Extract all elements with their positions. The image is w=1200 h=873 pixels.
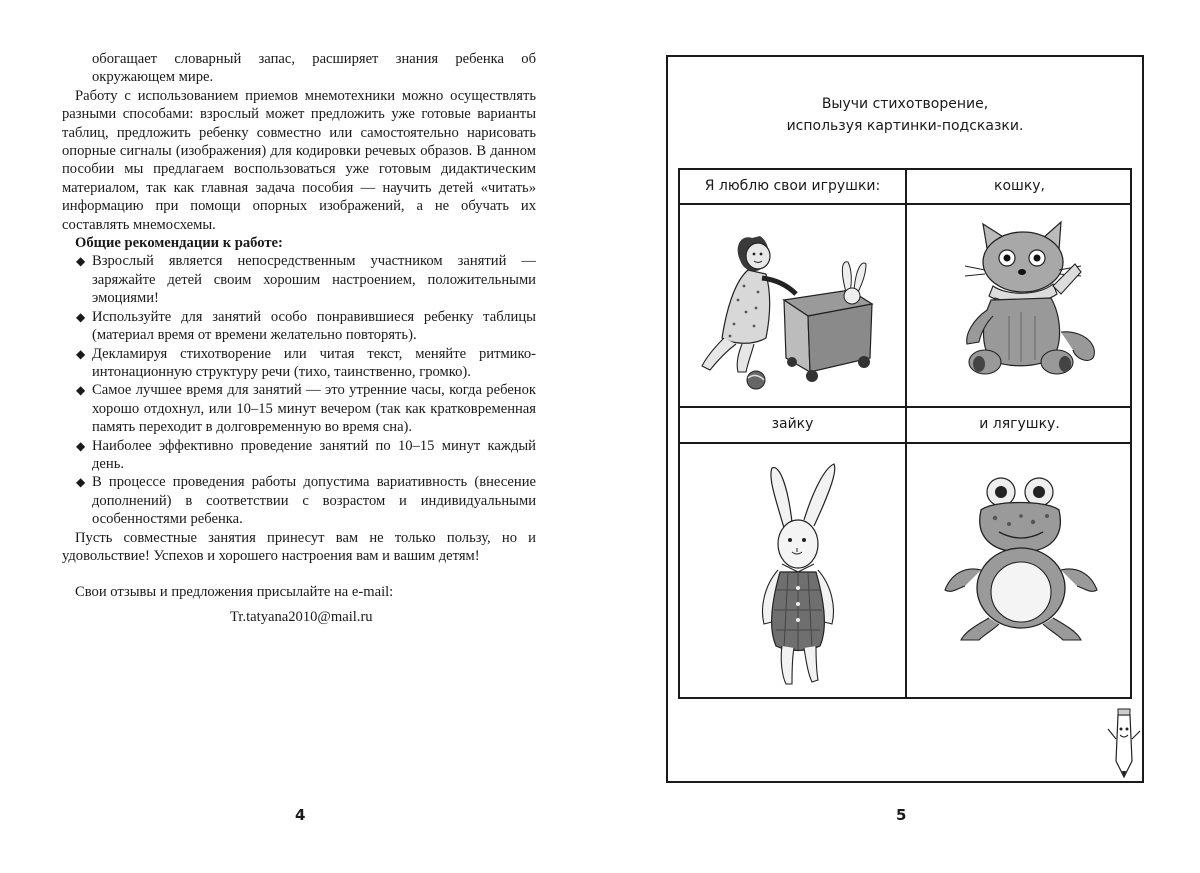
cell-label-frog: и лягушку.: [979, 416, 1060, 432]
instruction-text: [668, 93, 1142, 137]
closing-paragraph: Пусть совместные занятия принесут вам не только пользу, но и удовольствие! Успехов и хорошего настроения вам и вашим детям!: [62, 529, 536, 564]
list-item: ◆ Декламируя стихотворение или читая текст, меняйте ритмико-интонационную структуру речи (тихо, таинственно, громко).: [76, 345, 536, 380]
page-number: 4: [295, 806, 306, 824]
list-item: ◆ Взрослый является непосредственным участником занятий — заряжайте детей своим хорошим настроением, положительными эмоциями!: [76, 253, 536, 307]
diamond-bullet-icon: ◆: [76, 346, 86, 361]
exercise-frame: [666, 55, 1144, 783]
email-address: Tr.tatyana2010@mail.ru: [230, 608, 373, 625]
diamond-bullet-icon: ◆: [76, 309, 86, 324]
diamond-bullet-icon: ◆: [76, 383, 86, 398]
feedback-line: Свои отзывы и предложения присылайте на e-mail:: [75, 584, 394, 601]
instruction-line-1: Выучи стихотворение,: [821, 96, 989, 112]
list-item: ◆ Используйте для занятий особо понравившиеся ребенку таблицы (материал время от времени желательно повторять).: [76, 308, 536, 344]
main-text: [62, 50, 536, 626]
cell-label-bunny: зайку: [771, 416, 814, 432]
diamond-bullet-icon: ◆: [76, 254, 86, 269]
paragraph-continuation: обогащает словарный запас, расширяет знания ребенка об окружающем мире.: [92, 51, 536, 86]
recommendations-heading: Общие рекомендации к работе:: [75, 235, 283, 252]
toy-cat-picture: [925, 212, 1115, 387]
toy-bunny-picture: [720, 460, 870, 690]
diamond-bullet-icon: ◆: [76, 475, 86, 490]
cell-label-toys: Я люблю свои игрушки:: [704, 178, 881, 194]
list-item: ◆ В процессе проведения работы допустима вариативность (внесение дополнений) в соответствии с возрастом и индивидуальными особенностями ребенка.: [76, 474, 536, 528]
list-item: ◆ Наиболее эффективно проведение занятий по 10–15 минут каждый день.: [76, 437, 536, 472]
toy-frog-picture: [935, 470, 1115, 645]
girl-with-toy-box-picture: [700, 220, 890, 390]
list-item: ◆ Самое лучшее время для занятий — это утренние часы, когда ребенок хорошо отдохнул, или 10–15 минут вечером (так как кратковременная память переходит в долговременную во время сна).: [76, 382, 536, 436]
pencil-mascot-icon: [1106, 705, 1142, 781]
cell-label-cat: кошку,: [993, 178, 1046, 194]
instruction-line-2: используя картинки-подсказки.: [786, 118, 1024, 134]
diamond-bullet-icon: ◆: [76, 438, 86, 453]
mnemonic-table: [678, 168, 1132, 699]
paragraph-methods: Работу с использованием приемов мнемотехники можно осуществлять разными способами: взрослый может предложить уже готовые варианты таблиц, предложить ребенку совместно или самостоятельно нарисовать опорные сигналы (изображения) для кодировки речевых образов. В данном пособии мы предлагаем воспользоваться уже готовым дидактическим материалом, так как главная задача пособия — научить детей «читать» информацию при помощи опорных изображений, а не обучать их составлять мнемосхемы.: [62, 87, 536, 233]
page-number: 5: [896, 806, 907, 824]
right-page: [600, 0, 1200, 873]
